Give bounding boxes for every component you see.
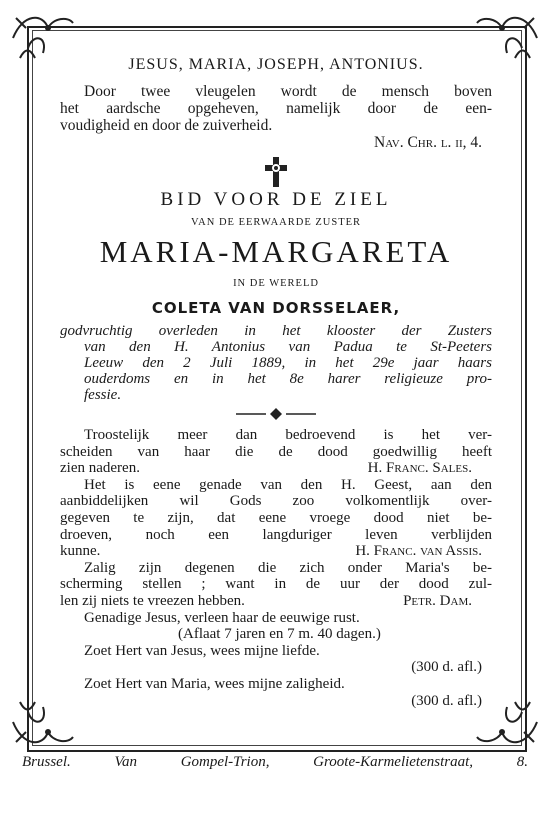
bio-line: fessie. [84, 387, 122, 403]
quote-source: Petr. Dam. [403, 592, 472, 609]
quote-line: kunne. [60, 543, 101, 560]
in-the-world-label: IN DE WERELD [233, 278, 319, 289]
cross-icon [265, 157, 287, 187]
bio-line: Leeuw den 2 Juli 1889, in het 29e jaar haars [84, 355, 492, 371]
indulgenced-prayers [60, 610, 492, 710]
prayer-line: Zoet Hert van Maria, wees mijne zaligheid. [84, 675, 345, 692]
prayer-indulgence: (Aflaat 7 jaren en 7 m. 40 dagen.) [178, 626, 381, 643]
secular-name: COLETA VAN DORSSELAER, [151, 299, 401, 317]
quote-line: aanbiddelijken wil Gods zoo volkomentlijk over- [60, 493, 492, 510]
memorial-card [60, 50, 492, 709]
subtitle: VAN DE EERWAARDE ZUSTER [190, 217, 362, 228]
intro-source: Nav. Chr. l. ii, 4. [374, 134, 482, 151]
quote-line: scherming stellen ; want in de uur der dood zul- [60, 576, 492, 593]
quote-source: H. Franc. van Assis. [355, 543, 482, 560]
intro-line: het aardsche opgeheven, namelijk door de een- [60, 100, 492, 117]
prayer-line: Genadige Jesus, verleen haar de eeuwige rust. [84, 609, 360, 626]
biography [60, 323, 492, 403]
intro-line: voudigheid en door de zuiverheid. [60, 117, 273, 134]
prayer-indulgence: (300 d. afl.) [411, 659, 482, 676]
quote-line: droeven, noch een langduriger leven verblijden [60, 526, 492, 543]
quote-line: Troostelijk meer dan bedroevend is het ver- [84, 427, 492, 443]
deceased-name: MARIA-MARGARETA [99, 234, 453, 269]
prayer-indulgence: (300 d. afl.) [411, 692, 482, 709]
prayer-line: Zoet Hert van Jesus, wees mijne liefde. [84, 642, 320, 659]
header-invocation: JESUS, MARIA, JOSEPH, ANTONIUS. [128, 56, 424, 73]
intro-quote [60, 83, 492, 151]
bio-line: van den H. Antonius van Padua te St-Peeters [84, 339, 492, 355]
quote-line: Het is eene genade van den H. Geest, aan den [84, 476, 492, 493]
quote-line: gegeven te zijn, dat eene vroege dood niet be- [60, 509, 492, 526]
intro-line: Door twee vleugelen wordt de mensch boven [84, 83, 492, 100]
printer-imprint: Brussel. Van Gompel-Trion, Groote-Karmelietenstraat, 8. [22, 754, 528, 770]
quote-line: len zij niets te vreezen hebben. [60, 592, 245, 609]
quote-line: Zalig zijn degenen die zich onder Maria's be- [84, 559, 492, 576]
divider-ornament-icon [236, 407, 316, 419]
bio-line: godvruchtig overleden in het klooster der Zusters [60, 323, 492, 339]
quote-line: zien naderen. [60, 460, 140, 477]
quote-source: H. Franc. Sales. [367, 460, 472, 477]
quote-line: scheiden van haar die de dood goedwillig heeft [60, 443, 492, 460]
prayer-title: BID VOOR DE ZIEL [160, 189, 392, 210]
bio-line: ouderdoms en in het 8e harer religieuze pro- [84, 371, 492, 387]
